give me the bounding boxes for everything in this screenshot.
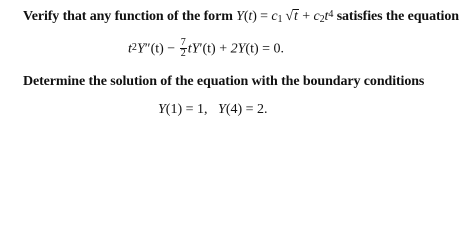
fraction-numerator: 7	[180, 37, 186, 48]
fraction-denominator: 2	[180, 47, 186, 59]
constant-c1: c	[271, 9, 278, 24]
minus-sign: −	[167, 41, 176, 57]
differential-equation	[128, 39, 284, 59]
plus-sign: +	[219, 41, 228, 57]
square-root-symbol: √	[285, 9, 294, 24]
problem-statement-line-1	[23, 9, 459, 24]
variable-t: t	[248, 9, 253, 24]
equation-argument-1: (t)	[150, 41, 164, 57]
boundary-right-function: Y	[218, 102, 226, 117]
boundary-left-argument: (1)	[165, 102, 183, 117]
boundary-conditions	[158, 103, 268, 117]
boundary-right-argument: (4)	[225, 102, 243, 117]
constant-c2: c	[313, 9, 320, 24]
boundary-left-function: Y	[158, 102, 166, 117]
equation-two-y: 2Y	[230, 41, 246, 57]
seven-halves-fraction	[180, 38, 187, 58]
plus-sign: +	[302, 9, 311, 24]
square-root-radicand: t	[294, 9, 298, 24]
equation-t-exponent: 2	[131, 41, 137, 53]
statement-suffix: satisfies the equation	[336, 9, 459, 24]
equation-ty-first-derivative: tY	[187, 41, 200, 57]
equation-equals-zero: = 0.	[262, 41, 285, 57]
statement-prefix: Verify that any function of the form	[23, 9, 233, 24]
close-parenthesis: )	[252, 9, 257, 24]
equals-sign: =	[260, 9, 268, 24]
boundary-left-equals: = 1,	[185, 102, 208, 117]
square-root-term	[283, 9, 298, 24]
power-exponent: 4	[328, 9, 334, 21]
equation-argument-2: (t)	[202, 41, 216, 57]
problem-statement-line-2: Determine the solution of the equation with the boundary conditions	[23, 74, 425, 89]
open-parenthesis: (	[243, 9, 249, 24]
function-form-expression	[236, 9, 337, 24]
equation-argument-3: (t)	[245, 41, 259, 57]
equation-t: t	[128, 41, 132, 57]
constant-c1-subscript: 1	[277, 13, 283, 25]
prime-symbol: ′	[199, 41, 203, 57]
equation-y-second-derivative: Y	[136, 41, 145, 57]
function-name: Y	[236, 9, 244, 24]
double-prime-symbol: ″	[144, 41, 151, 57]
power-base-t: t	[324, 9, 329, 24]
constant-c2-subscript: 2	[319, 13, 325, 25]
boundary-right-equals: = 2.	[245, 102, 268, 117]
